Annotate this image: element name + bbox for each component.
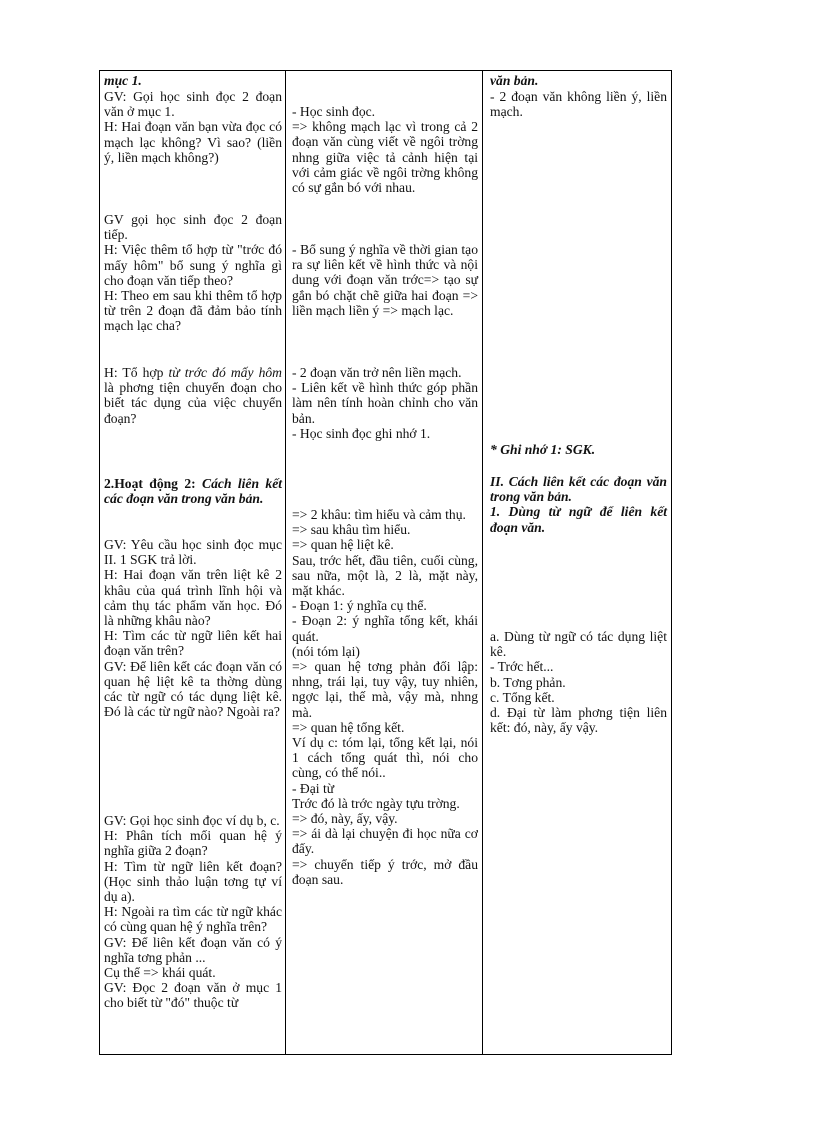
teacher-question-block-3: H: Tổ hợp từ trớc đó mấy hôm là phơng tiện chuyển đoạn cho biết tác dụng của việc chuyển đoạn?	[104, 365, 282, 426]
content-heading-van-ban: văn bản.	[490, 73, 539, 88]
content-note-1: - 2 đoạn văn không liền ý, liền mạch.	[490, 89, 667, 120]
student-answer-block-1: - Học sinh đọc. => không mạch lạc vì trong cả 2 đoạn văn cùng viết về ngôi trờng nhng giữa việc tả cảnh hiện tại với cảm giác về ngôi trờng không có sự gắn bó với nhau.	[292, 104, 478, 196]
memory-note-1: * Ghi nhớ 1: SGK.	[490, 442, 596, 457]
teacher-activity-column	[100, 71, 286, 1054]
section-ii-heading: II. Cách liên kết các đoạn văn trong văn bản. 1. Dùng từ ngữ để liên kết đoạn văn.	[490, 474, 667, 535]
content-note-2: a. Dùng từ ngữ có tác dụng liệt kê. - Trớc hết... b. Tơng phản. c. Tổng kết. d. Đại từ làm phơng tiện liên kết: đó, này, ấy vậy.	[490, 629, 667, 736]
teacher-question-block-1: GV: Gọi học sinh đọc 2 đoạn văn ở mục 1. H: Hai đoạn văn bạn vừa đọc có mạch lạc không? Vì sao? (liền ý, liền mạch không?)	[104, 89, 282, 165]
student-activity-column	[286, 71, 483, 1054]
lesson-table	[99, 70, 672, 1055]
content-column	[483, 71, 672, 1054]
section-title-muc-1: mục 1.	[104, 73, 142, 88]
teacher-question-block-4: GV: Yêu cầu học sinh đọc mục II. 1 SGK trả lời. H: Hai đoạn văn trên liệt kê 2 khâu của quá trình lĩnh hội và cảm thụ tác phẩm văn học. Đó là những khâu nào? H: Tìm các từ ngữ liên kết hai đoạn văn trên? GV: Để liên kết các đoạn văn có quan hệ liệt kê ta thờng dùng các từ ngữ có tác dụng liệt kê. Đó là các từ ngữ nào? Ngoài ra?	[104, 537, 282, 720]
teacher-question-block-2: GV gọi học sinh đọc 2 đoạn tiếp. H: Việc thêm tổ hợp từ "trớc đó mấy hôm" bổ sung ý nghĩa gì cho đoạn văn tiếp theo? H: Theo em sau khi thêm tổ hợp từ trên 2 đoạn đã đảm bảo tính mạch lạc cha?	[104, 212, 282, 334]
student-answer-block-4: => 2 khâu: tìm hiểu và cảm thụ. => sau khâu tìm hiểu. => quan hệ liệt kê. Sau, trớc hết, đầu tiên, cuối cùng, sau nữa, một là, 2 là, mặt này, mặt khác. - Đoạn 1: ý nghĩa cụ thể. - Đoạn 2: ý nghĩa tổng kết, khái quát. (nói tóm lại) => quan hệ tơng phản đối lập: nhng, trái lại, tuy vậy, tuy nhiên, ngợc lại, thế mà, vậy mà, nhng mà. => quan hệ tổng kết. Ví dụ c: tóm lại, tổng kết lại, nói 1 cách tổng quát thì, nói cho cùng, có thể nói.. - Đại từ Trớc đó là trớc ngày tựu trờng. => đó, này, ấy, vậy. => ái dà lại chuyện đi học nữa cơ đấy. => chuyển tiếp ý trớc, mở đầu đoạn sau.	[292, 507, 478, 887]
activity-2-heading: 2.Hoạt động 2: Cách liên kết các đoạn văn trong văn bản.	[104, 476, 282, 507]
student-answer-block-2: - Bổ sung ý nghĩa về thời gian tạo ra sự liên kết về hình thức và nội dung với đoạn văn trớc=> tạo sự gắn bó chặt chẽ giữa hai đoạn => liền mạch liền ý => mạch lạc.	[292, 242, 478, 318]
student-answer-block-3: - 2 đoạn văn trở nên liền mạch. - Liên kết về hình thức góp phần làm nên tính hoàn chỉnh cho văn bản. - Học sinh đọc ghi nhớ 1.	[292, 365, 478, 441]
teacher-question-block-5: GV: Gọi học sinh đọc ví dụ b, c. H: Phân tích mối quan hệ ý nghĩa giữa 2 đoạn? H: Tìm từ ngữ liên kết đoạn? (Học sinh thảo luận tơng tự ví dụ a). H: Ngoài ra tìm các từ ngữ khác có cùng quan hệ ý nghĩa trên? GV: Để liên kết đoạn văn có ý nghĩa tơng phản ... Cụ thể => khái quát. GV: Đọc 2 đoạn văn ở mục 1 cho biết từ "đó" thuộc từ	[104, 813, 282, 1011]
